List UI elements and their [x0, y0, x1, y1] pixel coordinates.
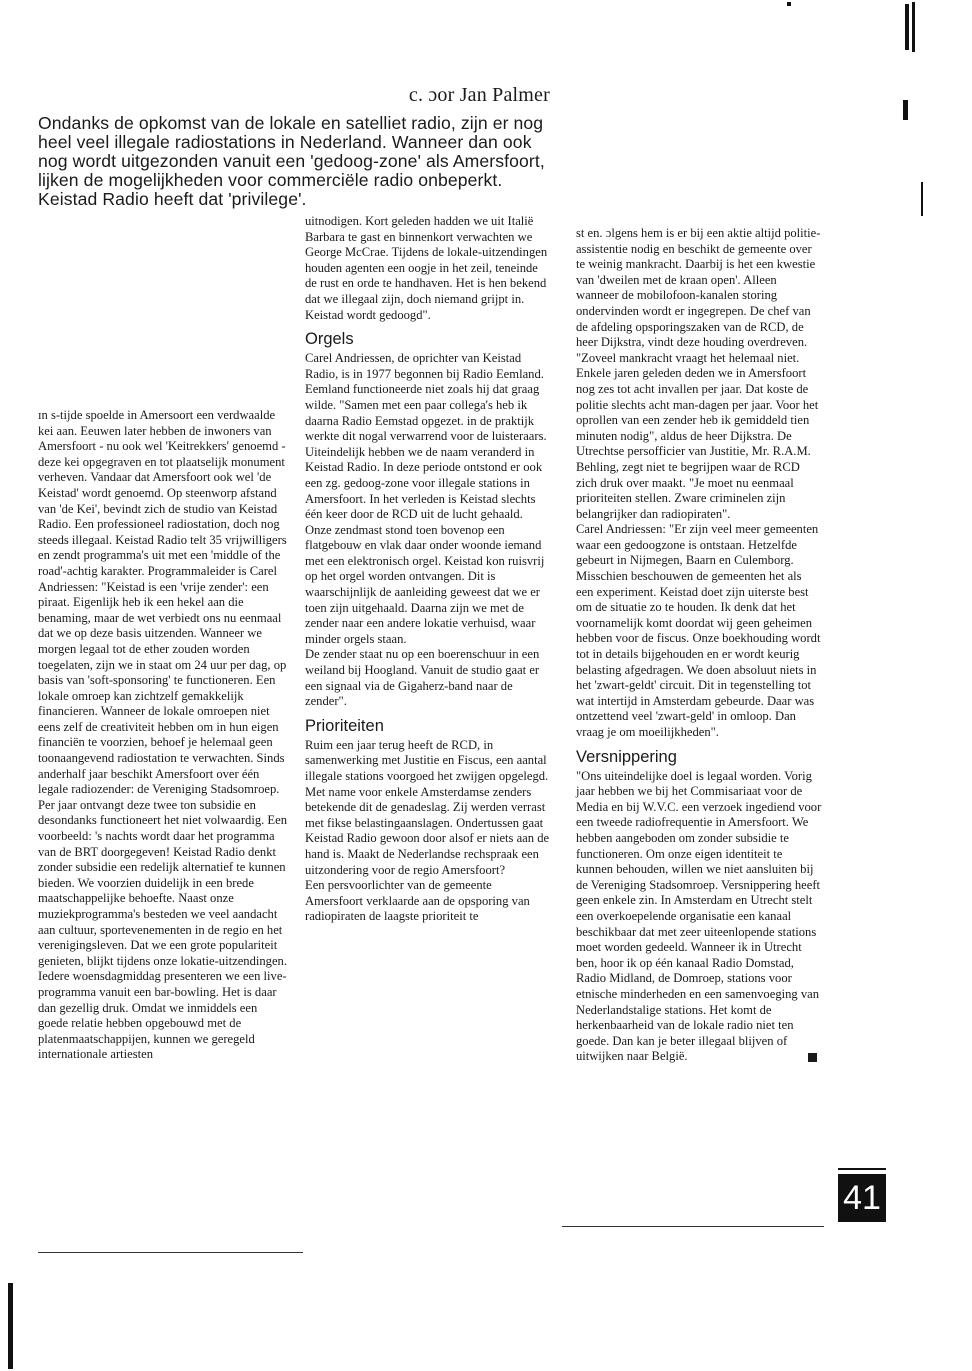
page-number: 41 — [838, 1174, 886, 1222]
paragraph: Een persvoorlichter van de gemeente Amersfoort verklaarde aan de opsporing van radiopiraten de laagste prioriteit te — [305, 878, 530, 924]
subheading-prioriteiten: Prioriteiten — [305, 716, 384, 735]
paragraph: st en. ɔlgens hem is er bij een aktie altijd politie-assistentie nodig en beschikt de gemeente over te weinig mankracht. Daarbij is het een kwestie van 'dweilen met de kraan open'. Alleen wanneer de mobilofoon-kanalen storing ondervinden wordt er ingegrepen. De chef van de afdeling opsporingszaken van de RCD, de heer Dijkstra, vindt deze houding overdreven. "Zoveel mankracht vraagt het helemaal niet. Enkele jaren geleden deden we in Amersfoort nog zes tot acht invallen per jaar. Dat koste de politie slechts acht man-dagen per jaar. Voor het oprollen van een zender heb ik gemiddeld tien minuten nodig", aldus de heer Dijkstra. De Utrechtse persofficier van Justitie, Mr. R.A.M. Behling, zegt niet te begrijpen waar de RCD zich druk over maakt. "Je moet nu eenmaal prioriteiten stellen. Zware criminelen zijn belangrijker dan radiopiraten". — [576, 226, 821, 521]
subheading-orgels: Orgels — [305, 330, 354, 349]
paragraph-text: "Ons uiteindelijke doel is legaal worden. Vorig jaar hebben we bij het Commisariaat voor de Media en bij W.V.C. een verzoek ingediend voor een tweede radiofrequentie in Amersfoort. We hebben aangeboden om zonder subsidie te functioneren. Om onze eigen identiteit te kunnen behouden, willen we niet aansluiten bij de Vereniging Stadsomroep. Versnippering heeft geen enkele zin. In Amsterdam en Utrecht stelt een overkoepelende organisatie een kanaal beschikbaar dat met zeer uiteenlopende stations moet worden gedeeld. Wanneer ik in Utrecht ben, hoor ik op één kanaal Radio Domstad, Radio Midland, de Domroep, stations voor etnische minderheden en een samenvoeging van Nederlandstalige stations. Het komt de herkenbaarheid van de lokale radio niet ten goede. Dan kan je beter illegaal blijven of uitwijken naar België. — [576, 768, 822, 1064]
scan-edge-mark — [8, 1283, 13, 1369]
paragraph-final — [576, 769, 822, 1065]
scan-edge-mark — [912, 2, 915, 52]
paragraph: De zender staat nu op een boerenschuur in een weiland bij Hoogland. Vanuit de studio gaat er een signaal via de Gigaherz-band naar de zender". — [305, 647, 540, 709]
byline: c. ɔor Jan Palmer — [408, 84, 550, 106]
scan-edge-mark — [787, 2, 791, 6]
paragraph: Ruim een jaar terug heeft de RCD, in samenwerking met Justitie en Fiscus, een aantal illegale stations voorgoed het zwijgen opgelegd. Met name voor enkele Amsterdamse zenders betekende dit de genadeslag. Zij werden verrast met fikse belastingaanslagen. Ondertussen gaat Keistad Radio gewoon door alsof er niets aan de hand is. Maakt de Nederlandse rechspraak een uitzondering voor de regio Amersfoort? — [305, 737, 550, 877]
paragraph: Carel Andriessen, de oprichter van Keistad Radio, is in 1977 begonnen bij Radio Eemland. Eemland functioneerde niet zoals hij dat graag wilde. "Samen met een paar collega's heb ik daarna Radio Eemstad opgezet. in de praktijk werkte dit nogal verwarrend voor de luisteraars. Uiteindelijk hebben we de naam veranderd in Keistad Radio. In deze periode ontstond er ook een zg. gedoog-zone voor illegale stations in Amersfoort. In het verleden is Keistad slechts één keer door de RCD uit de lucht gehaald. Onze zendmast stond toen bovenop een flatgebouw en vlak daar onder woonde iemand met een elektronisch orgel. Keistad kon ruisvrij op het orgel worden ontvangen. Dit is waarschijnlijk de aanleiding geweest dat we er toen zijn uitgehaald. Daarna zijn we met de zender naar een andere lokatie verhuisd, waar minder orgels staan. — [305, 351, 547, 646]
subheading-versnippering: Versnippering — [576, 747, 677, 766]
end-mark-icon — [808, 1053, 817, 1062]
column-rule — [562, 1226, 824, 1227]
paragraph: ɪn s-tijde spoelde in Amersoort een verdwaalde kei aan. Eeuwen later hebben de inwoners van Amersfoort - nu ook wel 'Keitrekkers' genoemd - deze kei opgegraven en tot plaatselijk monument verheven. Vandaar dat Amersfoort ook wel 'de Keistad' wordt genoemd. Op steenworp afstand van 'de Kei', bevindt zich de studio van Keistad Radio. Een professioneel radiostation, doch nog steeds illegaal. Keistad Radio telt 35 vrijwilligers en zendt programma's uit met een 'middle of the road'-achtig karakter. Programmaleider is Carel Andriessen: "Keistad is een 'vrije zender': een piraat. Eigenlijk heb ik een hekel aan die benaming, maar de wet verbiedt ons nu eenmaal dat we op deze basis uitzenden. Wanneer we morgen legaal tot de ether zouden worden toegelaten, zijn we in staat om 24 uur per dag, op basis van 'soft-sponsoring' te functioneren. Een lokale omroep kan zichtzelf gemakkelijk financieren. Wanneer de lokale omroepen niet eens zelf de creativiteit hebben om in hun eigen financiën te voorzien, behoef je helemaal geen toonaangevend radiostation te verwachten. Sinds anderhalf jaar beschikt Amersfoort over één legale radiozender: de Vereniging Stadsomroep. Per jaar ontvangt deze twee ton subsidie en desondanks functioneert het niet volwaardig. Een voorbeeld: 's nachts wordt daar het programma van de BRT doorgegeven! Keistad Radio denkt zonder subsidie een redelijk alternatief te kunnen bieden. We voorzien duidelijk in een brede maatschappelijke behoefte. Naast onze muziekprogramma's besteden we veel aandacht aan cultuur, sportevenementen in de regio en het verenigingsleven. Dat we een grote populariteit genieten, blijkt tijdens onze lokatie-uitzendingen. Iedere woensdagmiddag presenteren we een live-programma vanuit een bar-bowling. Het is daar dan gezellig druk. Omdat we inmiddels een goede relatie hebben opgebouwd met de platenmaatschappijen, kunnen we geregeld internationale artiesten — [38, 408, 288, 1062]
scan-edge-mark — [921, 182, 923, 216]
scan-edge-mark — [903, 100, 908, 120]
article-column-3 — [576, 226, 822, 1065]
paragraph: uitnodigen. Kort geleden hadden we uit Italië Barbara te gast en binnenkort verwachten we George McCrae. Tijdens de lokale-uitzendingen houden agenten een oogje in het zeil, teneinde de rust en orde te handhaven. Het is hen bekend dat we illegaal zijn, doch niemand grijpt in. Keistad wordt gedoogd". — [305, 214, 548, 322]
intro-lead: Ondanks de opkomst van de lokale en satelliet radio, zijn er nog heel veel illegale radiostations in Nederland. Wanneer dan ook nog wordt uitgezonden vanuit een 'gedoog-zone' als Amersfoort, lijken de mogelijkheden voor commerciële radio onbeperkt. Keistad Radio heeft dat 'privilege'. — [38, 113, 545, 209]
article-column-2 — [305, 214, 551, 925]
paragraph: Carel Andriessen: "Er zijn veel meer gemeenten waar een gedoogzone is ontstaan. Hetzelfde gebeurt in Nijmegen, Baarn en Culemborg. Misschien beschouwen de gemeenten het als een experiment. Keistad doet zijn uiterste best om de situatie zo te houden. Ik denk dat het voornamelijk komt doordat wij geen geheimen hebben voor de fiscus. Onze boekhouding wordt tot in details bijgehouden en er wordt keurig belasting afgedragen. We doen absoluut niets in het 'zwart-geldt' circuit. Dit in tegenstelling tot wat intertijd in Amsterdam gebeurde. Daar was ontzettend veel 'zwart-geld' in omloop. Dan vraag je om moeilijkheden". — [576, 522, 821, 739]
page-number-rule — [838, 1168, 886, 1170]
scan-edge-mark — [905, 4, 909, 50]
article-column-1 — [38, 408, 290, 1063]
column-rule — [38, 1252, 303, 1253]
